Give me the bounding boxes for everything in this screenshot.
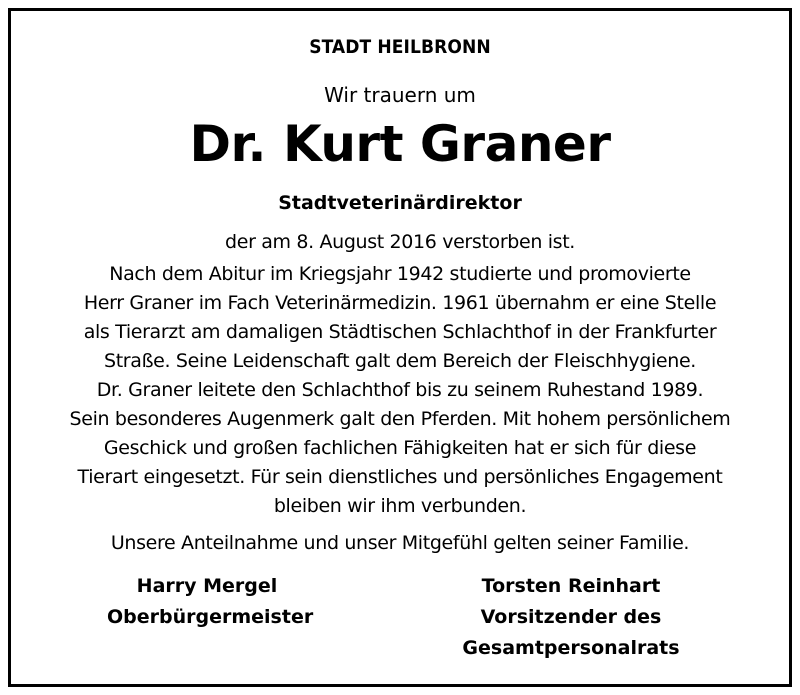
issuer-heading: STADT HEILBRONN	[309, 36, 491, 58]
body-line: Herr Graner im Fach Veterinärmedizin. 1961 übernahm er eine Stelle	[83, 292, 717, 314]
body-line: bleiben wir ihm verbunden.	[273, 495, 527, 517]
obituary-notice	[8, 8, 792, 687]
body-line: Nach dem Abitur im Kriegsjahr 1942 studierte und promovierte	[109, 263, 691, 285]
signatory-role: Vorsitzender des	[480, 606, 662, 628]
signatory-name: Harry Mergel	[136, 575, 278, 597]
body-line: Straße. Seine Leidenschaft galt dem Bereich der Fleischhygiene.	[104, 350, 696, 372]
signatory-role: Gesamtpersonalrats	[462, 637, 680, 659]
body-line: Sein besonderes Augenmerk galt den Pferden. Mit hohem persönlichem	[69, 408, 731, 430]
body-line: Dr. Graner leitete den Schlachthof bis zu seinem Ruhestand 1989.	[96, 379, 704, 401]
signatory-name: Torsten Reinhart	[481, 575, 661, 597]
body-line: als Tierarzt am damaligen Städtischen Schlachthof in der Frankfurter	[83, 321, 717, 343]
body-line: Tierart eingesetzt. Für sein dienstliches und persönliches Engagement	[77, 466, 723, 488]
condolence-line: Unsere Anteilnahme und unser Mitgefühl gelten seiner Familie.	[110, 532, 690, 554]
death-date-line: der am 8. August 2016 verstorben ist.	[225, 231, 575, 253]
deceased-title: Stadtveterinärdirektor	[278, 192, 522, 214]
deceased-name: Dr. Kurt Graner	[189, 115, 611, 173]
body-line: Geschick und großen fachlichen Fähigkeiten hat er sich für diese	[103, 437, 697, 459]
signatory-left	[107, 571, 314, 633]
signatory-role: Oberbürgermeister	[107, 606, 314, 628]
mourning-line: Wir trauern um	[324, 83, 476, 107]
signatory-right	[451, 571, 691, 664]
